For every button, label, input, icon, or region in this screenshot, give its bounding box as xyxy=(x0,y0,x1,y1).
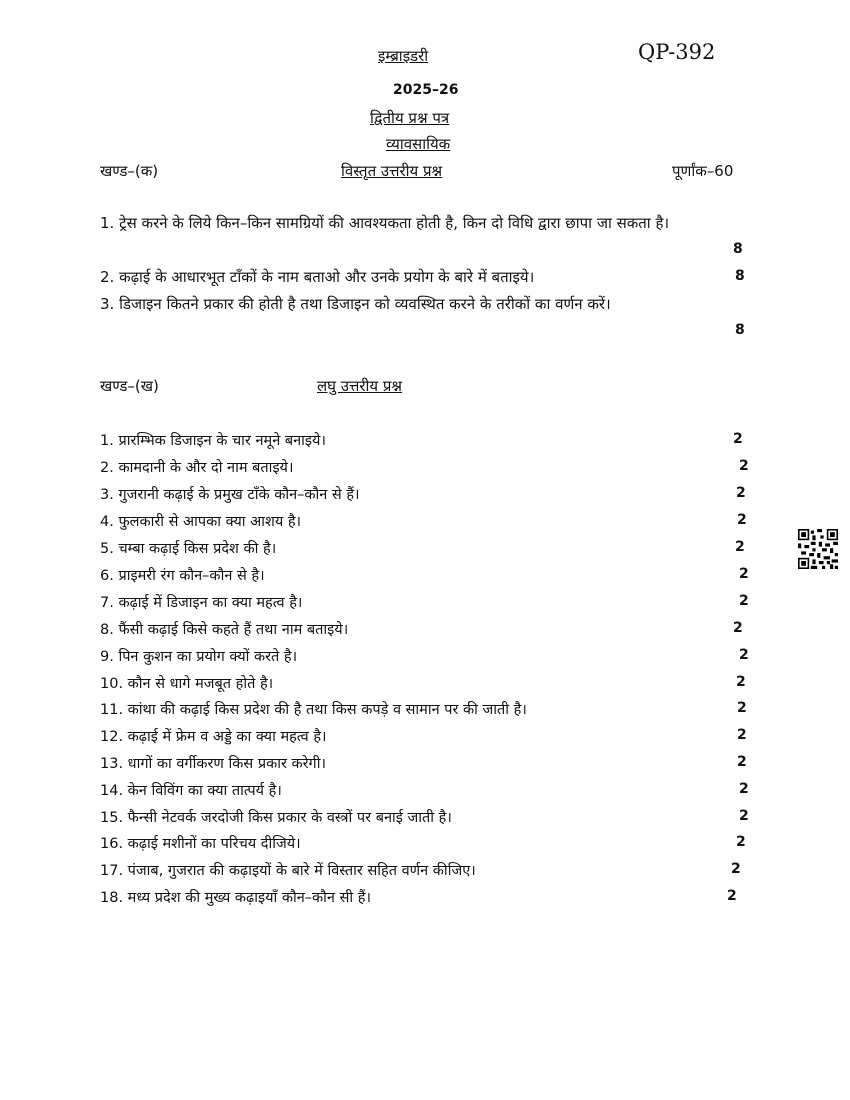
short-question-17-marks: 2 xyxy=(731,861,741,877)
qr-code-icon xyxy=(798,529,838,569)
question-paper-code: QP-392 xyxy=(638,40,716,64)
long-question-2-marks: 8 xyxy=(735,268,745,284)
short-question-15-marks: 2 xyxy=(739,808,749,824)
session-year: 2025–26 xyxy=(393,82,459,98)
short-question-13-marks: 2 xyxy=(737,754,747,770)
short-question-1-marks: 2 xyxy=(733,431,743,447)
short-question-14-marks: 2 xyxy=(739,781,749,797)
short-question-11-marks: 2 xyxy=(737,700,747,716)
short-question-7: 7. कढ़ाई में डिजाइन का क्या महत्व है। xyxy=(100,595,303,611)
short-question-8: 8. फैंसी कढ़ाई किसे कहते हैं तथा नाम बताइये। xyxy=(100,622,349,638)
short-question-9: 9. पिन कुशन का प्रयोग क्यों करते है। xyxy=(100,649,298,665)
short-question-18-marks: 2 xyxy=(727,888,737,904)
short-question-16: 16. कढ़ाई मशीनों का परिचय दीजिये। xyxy=(100,836,301,852)
short-question-2-marks: 2 xyxy=(739,458,749,474)
short-question-13: 13. धागों का वर्गीकरण किस प्रकार करेगी। xyxy=(100,756,326,772)
section-b-label: खण्ड–(ख) xyxy=(100,377,159,395)
short-question-10-marks: 2 xyxy=(736,674,746,690)
section-b-title: लघु उत्तरीय प्रश्न xyxy=(317,377,403,395)
short-question-8-marks: 2 xyxy=(733,620,743,636)
short-question-15: 15. फैन्सी नेटवर्क जरदोजी किस प्रकार के वस्त्रों पर बनाई जाती है। xyxy=(100,810,452,826)
short-question-3: 3. गुजरानी कढ़ाई के प्रमुख टाँके कौन–कौन से हैं। xyxy=(100,487,360,503)
short-question-2: 2. कामदानी के और दो नाम बताइये। xyxy=(100,460,294,476)
long-question-1: 1. ट्रेस करने के लिये किन–किन सामग्रियों की आवश्यकता होती है, किन दो विधि द्वारा छापा जा सकता है। xyxy=(100,214,670,232)
subject-title: इम्ब्राइडरी xyxy=(378,47,429,65)
long-question-1-marks: 8 xyxy=(733,241,743,257)
short-question-4: 4. फुलकारी से आपका क्या आशय है। xyxy=(100,514,302,530)
long-question-2: 2. कढ़ाई के आधारभूत टाँकों के नाम बताओ और उनके प्रयोग के बारे में बताइये। xyxy=(100,268,535,286)
full-marks: पूर्णांक–60 xyxy=(672,162,734,180)
short-question-4-marks: 2 xyxy=(737,512,747,528)
short-question-1: 1. प्रारम्भिक डिजाइन के चार नमूने बनाइये। xyxy=(100,433,326,449)
short-question-6-marks: 2 xyxy=(739,566,749,582)
section-a-label: खण्ड–(क) xyxy=(100,162,159,180)
short-question-10: 10. कौन से धागे मजबूत होते है। xyxy=(100,676,274,692)
short-question-3-marks: 2 xyxy=(736,485,746,501)
long-question-3: 3. डिजाइन कितने प्रकार की होती है तथा डिजाइन को व्यवस्थित करने के तरीकों का वर्णन करें। xyxy=(100,295,611,313)
short-question-17: 17. पंजाब, गुजरात की कढ़ाइयों के बारे में विस्तार सहित वर्णन कीजिए। xyxy=(100,863,476,879)
section-a-title: विस्तृत उत्तरीय प्रश्न xyxy=(341,162,443,180)
short-question-9-marks: 2 xyxy=(739,647,749,663)
short-question-14: 14. केन विविंग का क्या तात्पर्य है। xyxy=(100,783,282,799)
short-question-5-marks: 2 xyxy=(735,539,745,555)
paper-title: द्वितीय प्रश्न पत्र xyxy=(370,109,450,127)
short-question-18: 18. मध्य प्रदेश की मुख्य कढ़ाइयाँ कौन–कौन सी हैं। xyxy=(100,890,371,906)
short-question-7-marks: 2 xyxy=(739,593,749,609)
short-question-12: 12. कढ़ाई में फ्रेम व अड्डे का क्या महत्व है। xyxy=(100,729,327,745)
short-question-11: 11. कांथा की कढ़ाई किस प्रदेश की है तथा किस कपड़े व सामान पर की जाती है। xyxy=(100,702,527,718)
paper-category: व्यावसायिक xyxy=(386,135,451,153)
short-question-6: 6. प्राइमरी रंग कौन–कौन से है। xyxy=(100,568,265,584)
short-question-12-marks: 2 xyxy=(737,727,747,743)
short-question-16-marks: 2 xyxy=(736,834,746,850)
long-question-3-marks: 8 xyxy=(735,322,745,338)
short-question-5: 5. चम्बा कढ़ाई किस प्रदेश की है। xyxy=(100,541,277,557)
